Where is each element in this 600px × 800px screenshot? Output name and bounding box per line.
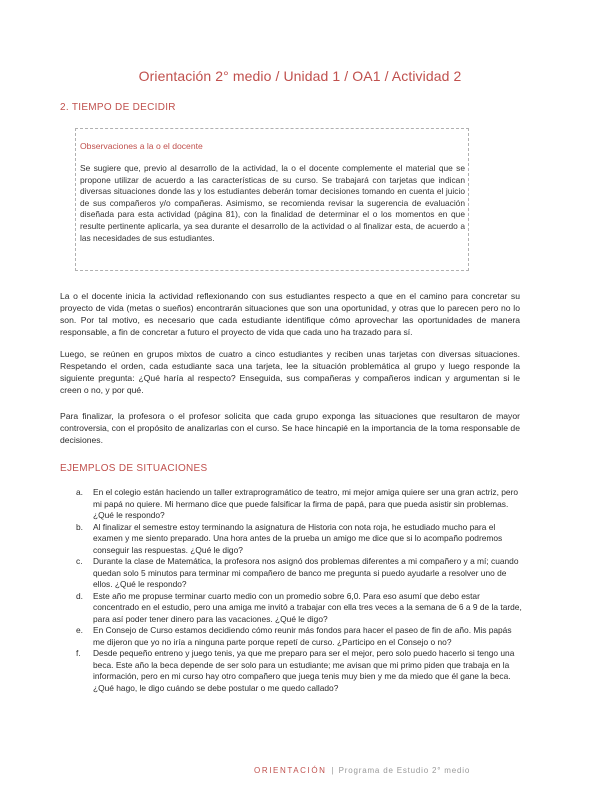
observations-title: Observaciones a la o el docente [80, 141, 203, 151]
list-item [78, 625, 522, 648]
paragraph-intro: La o el docente inicia la actividad reflexionando con sus estudiantes respecto a que en el camino para concretar su proyecto de vida (metas o sueños) encontrarán situaciones que son una oportunidad, y otras que lo parecen pero no lo son. Por tal motivo, es necesario que cada estudiante identifique cómo aprovechar las oportunidades de manera responsable, a fin de concretar a futuro el proyecto de vida que cada uno ha trazado para sí. [60, 291, 520, 337]
list-marker: c. [76, 556, 83, 566]
section-heading-ejemplos: EJEMPLOS DE SITUACIONES [60, 463, 208, 474]
list-item [78, 487, 522, 522]
footer-program: Programa de Estudio 2° medio [338, 766, 471, 775]
footer-separator: | [331, 766, 334, 775]
list-item [78, 591, 522, 626]
list-item [78, 648, 522, 694]
situation-text: Este año me propuse terminar cuarto medio con un promedio sobre 6,0. Para eso asumí que debo estar concentrado en el estudio, pero una amiga me invitó a trabajar con ella tres veces a la semana de 6 a 9 de la tarde, para así poder tener dinero para las vacaciones. ¿Qué le digo? [93, 590, 522, 624]
list-marker: d. [76, 590, 83, 601]
situation-text: Al finalizar el semestre estoy terminando la asignatura de Historia con nota roja, he estudiado mucho para el examen y me siento preparado. Una hora antes de la prueba un amigo me dice que si lo acompaño podremos conseguir las respuestas. ¿Qué le digo? [93, 521, 503, 555]
observations-box [75, 128, 469, 271]
paragraph-groups: Luego, se reúnen en grupos mixtos de cuatro a cinco estudiantes y reciben unas tarjetas con diversas situaciones. Respetando el orden, cada estudiante saca una tarjeta, lee la situación problemática al grupo y luego responde la siguiente pregunta: ¿Qué haría al respecto? Enseguida, sus compañeras y compañeros indican y argumentan si le creen o no, y por qué. [60, 349, 520, 395]
list-item [78, 522, 522, 557]
page-title: Orientación 2° medio / Unidad 1 / OA1 / Actividad 2 [138, 68, 462, 84]
observations-text: Se sugiere que, previo al desarrollo de la actividad, la o el docente complemente el material que se propone utilizar de acuerdo a las características de su curso. Se trabajará con tarjetas que indican diversas situaciones donde las y los estudiantes deberán tomar decisiones tomando en cuenta el juicio de sus compañeros y/o compañeras. Asimismo, se recomienda revisar la sugerencia de evaluación diseñada para esta actividad (página 81), con la finalidad de determinar el o los momentos en que resulte pertinente aplicarla, ya sea durante el desarrollo de la actividad o al finalizar esta, de acuerdo a las necesidades de sus estudiantes. [80, 163, 465, 243]
list-marker: a. [76, 487, 83, 497]
situation-text: En el colegio están haciendo un taller extraprogramático de teatro, mi mejor amiga quiere ser una gran actriz, pero mi papá no quiere. Mi hermano dice que puede falsificar la firma de papá, para que pueda asistir sin problemas. ¿Qué le respondo? [93, 487, 519, 520]
footer-label: ORIENTACIÓN [254, 766, 327, 775]
situation-text: En Consejo de Curso estamos decidiendo cómo reunir más fondos para hacer el paseo de fin de año. Mis papás me dijeron que yo no iría a ninguna parte porque repetí de curso. ¿Participo en el Consejo o no? [93, 625, 512, 647]
situation-text: Durante la clase de Matemática, la profesora nos asignó dos problemas diferentes a mi compañero y a mí; cuando quedan solo 5 minutos para terminar mi compañero de banco me pregunta si puedo ayudarle a resolver uno de ellos. ¿Qué le respondo? [93, 556, 519, 589]
paragraph-closing: Para finalizar, la profesora o el profesor solicita que cada grupo exponga las situaciones que resultaron de mayor controversia, con el propósito de analizarlas con el curso. Se hace hincapié en la importancia de la toma responsable de decisiones. [60, 411, 520, 445]
list-item [78, 556, 522, 591]
section-heading-tiempo-de-decidir: 2. TIEMPO DE DECIDIR [60, 102, 176, 113]
list-marker: b. [76, 521, 83, 532]
situation-text: Desde pequeño entreno y juego tenis, ya que me preparo para ser el mejor, pero solo puedo hacerlo si tengo una beca. Este año la beca depende de ser solo para un estudiante; me avisan que mi primo piden que trabaja en la información, pero en mi curso hay otro compañero que juega tenis muy bien y me da miedo que él gane la beca. ¿Qué hago, le digo cuándo se debe postular o me quedo callado? [93, 648, 515, 693]
page-footer [254, 766, 470, 775]
list-marker: e. [76, 625, 83, 635]
list-marker: f. [76, 648, 81, 658]
situations-list [78, 487, 522, 694]
